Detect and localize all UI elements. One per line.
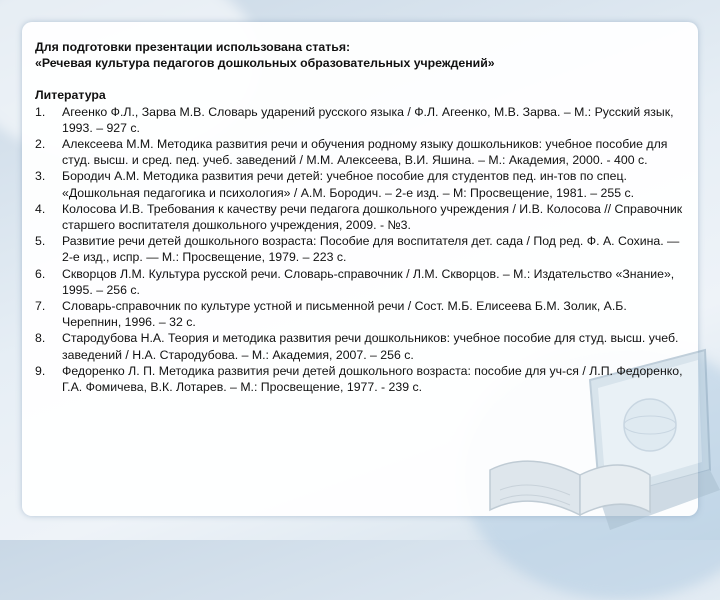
- reference-list: [35, 104, 685, 396]
- reference-item: 2. Алексеева М.М. Методика развития речи и обучения родному языку дошкольников: учебное пособие для студ. высш. и сред. пед. учеб. заведений / М.М. Алексеева, В.И. Яшина. – М.: Академия, 2000. - 400 с.: [35, 137, 668, 168]
- reference-item: 6. Скворцов Л.М. Культура русской речи. Словарь-справочник / Л.М. Скворцов. – М.: Издательство «Знание», 1995. – 256 с.: [35, 266, 675, 297]
- reference-item: 5. Развитие речи детей дошкольного возраста: Пособие для воспитателя дет. сада / Под ред. Ф. А. Сохина. — 2-е изд., испр. — М.: Просвещение, 1979. – 223 с.: [35, 234, 680, 265]
- reference-item: 9. Федоренко Л. П. Методика развития речи детей дошкольного возраста: пособие для уч-ся / Л.П. Федоренко, Г.А. Фомичева, В.К. Лотарев. – М.: Просвещение, 1977. - 239 с.: [35, 363, 683, 395]
- reference-item: 3. Бородич А.М. Методика развития речи детей: учебное пособие для студентов пед. ин-тов по спец. «Дошкольная педагогика и психология» / А.М. Бородич. – 2-е изд. – М: Просвещение, 1981. – 255 с.: [35, 169, 635, 200]
- reference-item: 7. Словарь-справочник по культуре устной и письменной речи / Сост. М.Б. Елисеева Б.М. Золик, А.Б. Черепнин, 1996. – 32 с.: [35, 299, 627, 330]
- intro-line-1: Для подготовки презентации использована статья:: [35, 40, 351, 54]
- document-text: [35, 39, 685, 395]
- article-title: «Речевая культура педагогов дошкольных образовательных учреждений»: [35, 56, 495, 71]
- reference-item: 8. Стародубова Н.А. Теория и методика развития речи дошкольников: учебное пособие для студ. высш. учеб. заведений / Н.А. Стародубова. – М.: Академия, 2007. – 256 с.: [35, 331, 679, 362]
- reference-item: 4. Колосова И.В. Требования к качеству речи педагога дошкольного учреждения / И.В. Колосова // Справочник старшего воспитателя дошкольного учреждения, 2009. - №3.: [35, 201, 683, 233]
- reference-item: 1. Агеенко Ф.Л., Зарва М.В. Словарь ударений русского языка / Ф.Л. Агеенко, М.В. Зарва. – М.: Русский язык, 1993. – 927 с.: [35, 104, 674, 135]
- literature-heading: Литература: [35, 88, 106, 103]
